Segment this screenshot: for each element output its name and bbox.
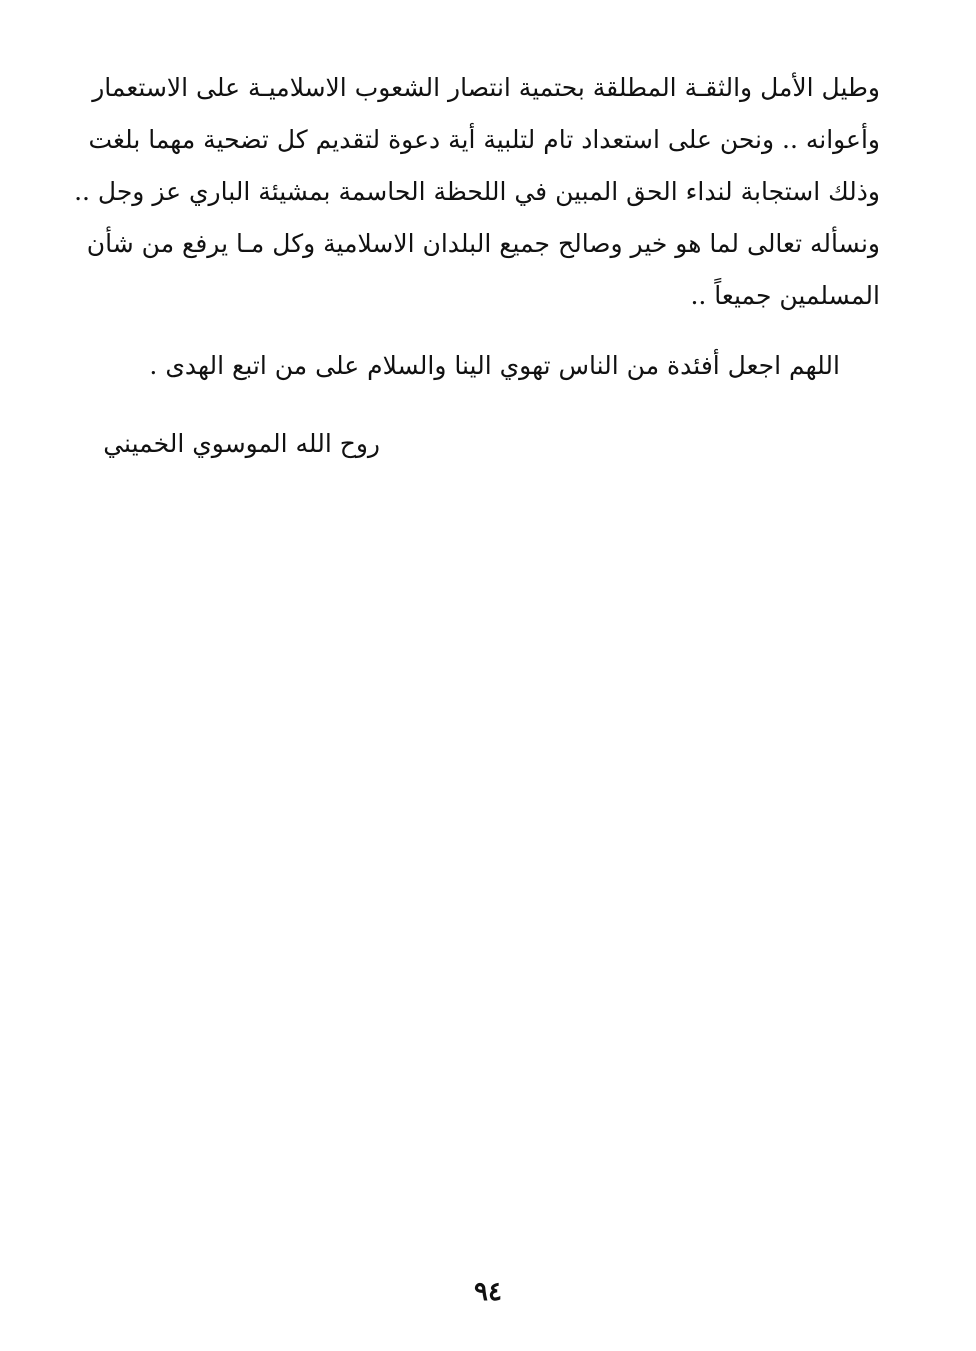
main-paragraph — [74, 62, 880, 322]
author-signature: روح الله الموسوي الخميني — [103, 429, 380, 458]
paragraph-line-3: وذلك استجابة لنداء الحق المبين في اللحظة الحاسمة بمشيئة الباري عز وجل .. — [74, 177, 880, 206]
page-number: ٩٤ — [474, 1277, 502, 1307]
paragraph-line-2: وأعوانه .. ونحن على استعداد تام لتلبية أية دعوة لتقديم كل تضحية مهما بلغت — [88, 125, 880, 154]
paragraph-line-5: المسلمين جميعاً .. — [690, 281, 880, 310]
closing-prayer: اللهم اجعل أفئدة من الناس تهوي الينا والسلام على من اتبع الهدى . — [149, 351, 840, 380]
paragraph-line-4: ونسأله تعالى لما هو خير وصالح جميع البلدان الاسلامية وكل مـا يرفع من شأن — [86, 229, 880, 258]
paragraph-line-1: وطيل الأمل والثقـة المطلقة بحتمية انتصار الشعوب الاسلاميـة على الاستعمار — [92, 73, 880, 102]
